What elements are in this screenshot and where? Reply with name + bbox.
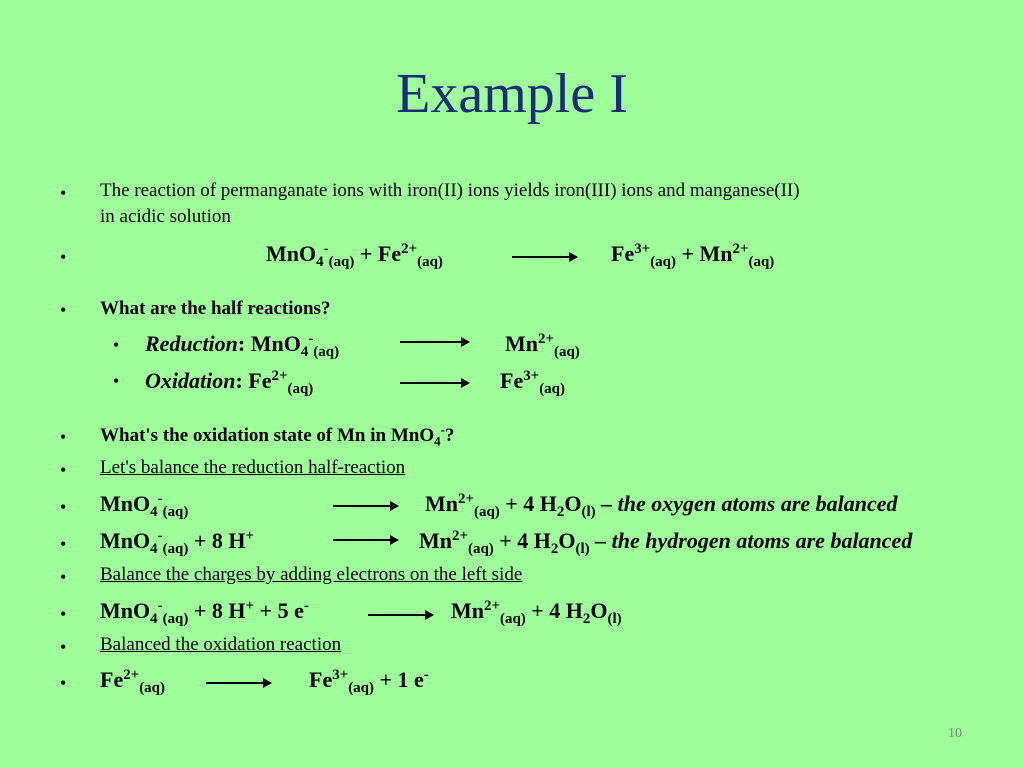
step3-reactants: MnO$_4$-$_{(aq)}$ + 8 H+ + 5 e- [100, 597, 309, 628]
hydrogen-balanced-note: – the hydrogen atoms are balanced [589, 528, 913, 553]
bullet: • [60, 300, 67, 320]
page-number: 10 [948, 726, 962, 741]
question-oxidation-state: What's the oxidation state of Mn in MnO$_4$-? [100, 421, 455, 449]
bullet: • [60, 534, 67, 554]
step2-reactants: MnO$_4$-$_{(aq)}$ + 8 H+ [100, 527, 255, 558]
balance-reduction-heading: Let's balance the reduction half-reaction [100, 457, 406, 478]
reaction-arrow [206, 682, 270, 684]
intro-line-2: in acidic solution [100, 205, 231, 227]
intro-text [100, 178, 800, 229]
step1-products: $Mn^{2+}_{(aq)} + 4$ $H_2O_{(l)}$ – the oxygen atoms are balanced [425, 490, 898, 521]
reduction-half-reaction: Reduction: MnO$_4$-$_{(aq)}$ [145, 330, 340, 361]
reaction-arrow [333, 539, 397, 541]
slide-title: Example I [396, 63, 628, 125]
reaction-arrow [400, 382, 468, 384]
sub-bullet: • [113, 335, 120, 355]
reaction-arrow [400, 341, 468, 343]
oxidation-half-reaction: Oxidation: $Fe^{2+}_{(aq)}$ [145, 367, 314, 398]
bullet: • [60, 567, 67, 587]
bullet: • [60, 427, 67, 447]
oxidation-product: $Fe^{3+}_{(aq)}$ [500, 367, 565, 398]
bullet: • [60, 673, 67, 693]
bullet: • [60, 637, 67, 657]
intro-line-1: The reaction of permanganate ions with iron(II) ions yields iron(III) ions and manganese(II) [100, 180, 800, 201]
bullet: • [60, 247, 67, 267]
step1-reactants: MnO$_4$-$_{(aq)}$ [100, 490, 189, 521]
step2-products: $Mn^{2+}_{(aq)} + 4$ $H_2O_{(l)}$ – the hydrogen atoms are balanced [419, 527, 913, 558]
bullet: • [60, 604, 67, 624]
step4-products: $Fe^{3+}_{(aq)} + 1$ e- [309, 666, 429, 697]
overall-equation-products: $Fe^{3+}_{(aq)} + Mn^{2+}_{(aq)}$ [611, 240, 775, 271]
step4-reactants: $Fe^{2+}_{(aq)}$ [100, 666, 165, 697]
bullet: • [60, 497, 67, 517]
oxygen-balanced-note: – the oxygen atoms are balanced [595, 491, 898, 516]
balance-charges-heading: Balance the charges by adding electrons on the left side [100, 564, 523, 585]
bullet: • [60, 183, 67, 203]
reaction-arrow [368, 614, 432, 616]
bullet: • [60, 460, 67, 480]
reduction-product: $Mn^{2+}_{(aq)}$ [505, 330, 580, 361]
reaction-arrow [512, 256, 576, 258]
sub-bullet: • [113, 371, 120, 391]
overall-equation-reactants: $MnO_4^-_{(aq)} + Fe^{2+}_{(aq)}$ [266, 240, 443, 271]
balanced-oxidation-heading: Balanced the oxidation reaction [100, 634, 342, 655]
step3-products: $Mn^{2+}_{(aq)} + 4$ $H_2O_{(l)}$ [451, 597, 622, 628]
reaction-arrow [333, 505, 397, 507]
question-half-reactions: What are the half reactions? [100, 298, 331, 319]
